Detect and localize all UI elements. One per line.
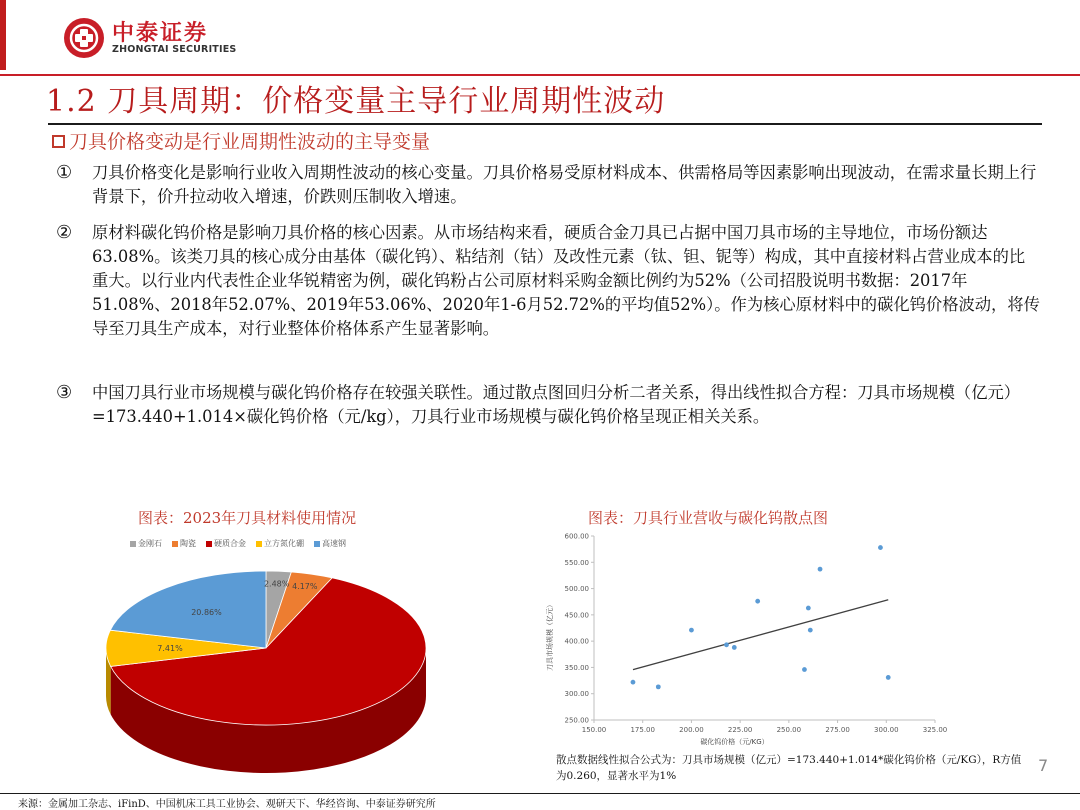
checkbox-square-icon: [52, 135, 65, 148]
pie-data-label: 20.86%: [191, 607, 222, 617]
pie-data-label: 7.41%: [157, 644, 183, 654]
legend-label: 高速钢: [322, 539, 346, 548]
scatter-point: [886, 675, 891, 680]
company-name-cn: 中泰证券: [112, 21, 209, 46]
regression-note: 散点数据线性拟合公式为：刀具市场规模（亿元）=173.440+1.014*碳化钨价格（元/KG），R方值为0.260，显著水平为1%: [556, 754, 1022, 782]
pie-data-label: 2.48%: [263, 579, 290, 589]
x-tick-label: 225.00: [727, 726, 753, 734]
legend-label: 金刚石: [138, 539, 162, 548]
y-axis-title: 刀具市场规模（亿元）: [546, 601, 554, 671]
scatter-point: [656, 684, 661, 689]
header-bar: [0, 0, 1080, 75]
y-tick-label: 500.00: [564, 585, 589, 594]
point-3: [56, 381, 1040, 429]
pie-chart-svg: [96, 530, 476, 790]
x-tick-label: 250.00: [776, 726, 802, 734]
x-tick-label: 325.00: [922, 726, 948, 734]
y-tick-label: 350.00: [564, 663, 589, 672]
scatter-point: [808, 628, 813, 633]
scatter-point: [724, 642, 729, 647]
scatter-point: [802, 667, 807, 672]
legend-label: 立方氮化硼: [264, 539, 304, 548]
section-heading: [52, 127, 430, 154]
x-tick-label: 275.00: [825, 726, 850, 734]
slide-title: 1.2 刀具周期：价格变量主导行业周期性波动: [46, 84, 666, 119]
company-name-en: ZHONGTAI SECURITIES: [112, 44, 237, 55]
source-footnote: 来源：金属加工杂志、iFinD、中国机床工具工业协会、观研天下、华经咨询、中泰证券研究所: [18, 799, 436, 810]
point-1-marker: ①: [56, 162, 73, 183]
zhongtai-logo-icon: [64, 18, 104, 58]
section-heading-text: 刀具价格变动是行业周期性波动的主导变量: [69, 131, 431, 153]
pie-chart-title: 图表：2023年刀具材料使用情况: [138, 509, 357, 527]
legend-label: 硬质合金: [214, 539, 246, 548]
x-tick-label: 300.00: [874, 726, 899, 734]
point-3-text: 中国刀具行业市场规模与碳化钨价格存在较强关联性。通过散点图回归分析二者关系，得出线性拟合方程：刀具市场规模（亿元）=173.440+1.014×碳化钨价格（元/kg），刀具行业市场规模与碳化钨价格呈现正相关关系。: [92, 383, 1021, 426]
y-tick-label: 600.00: [564, 532, 589, 541]
section-divider: [48, 123, 1042, 125]
pie-data-label: 4.17%: [292, 582, 318, 592]
scatter-point: [806, 606, 811, 611]
point-2-marker: ②: [56, 222, 73, 243]
y-tick-label: 400.00: [564, 637, 589, 646]
scatter-point: [755, 599, 760, 604]
point-2-text: 原材料碳化钨价格是影响刀具价格的核心因素。从市场结构来看，硬质合金刀具已占据中国刀具市场的主导地位，市场份额达63.08%。该类刀具的核心成分由基体（碳化钨）、粘结剂（钴）及改性元素（钛、钽、铌等）构成，其中直接材料占营业成本的比重大。以行业内代表性企业华锐精密为例，碳化钨粉占公司原材料采购金额比例约为52%（公司招股说明书数据：2017年51.08%、2018年52.07%、2019年53.06%、2020年1-6月52.72%的平均值52%）。作为核心原材料中的碳化钨价格波动，将传导至刀具生产成本，对行业整体价格体系产生显著影响。: [92, 223, 1040, 338]
pie-chart: [96, 530, 476, 790]
scatter-point: [631, 680, 636, 685]
page-number: 7: [1038, 756, 1049, 775]
scatter-chart-title: 图表：刀具行业营收与碳化钨散点图: [588, 509, 829, 527]
y-tick-label: 300.00: [564, 690, 589, 699]
y-tick-label: 550.00: [564, 558, 589, 567]
legend-label: 陶瓷: [180, 539, 196, 548]
y-tick-label: 250.00: [564, 716, 589, 725]
x-tick-label: 200.00: [679, 726, 704, 734]
x-tick-label: 175.00: [630, 726, 655, 734]
point-1: [56, 161, 1040, 209]
scatter-point: [689, 628, 694, 633]
y-tick-label: 450.00: [564, 611, 589, 620]
x-tick-label: 150.00: [581, 726, 607, 734]
point-2: [56, 221, 1040, 341]
x-axis-title: 碳化钨价格（元/KG）: [700, 738, 769, 746]
footer-divider: [0, 793, 1080, 794]
point-1-text: 刀具价格变化是影响行业收入周期性波动的核心变量。刀具价格易受原材料成本、供需格局等因素影响出现波动，在需求量长期上行背景下，价升拉动收入增速，价跌则压制收入增速。: [92, 163, 1037, 206]
scatter-point: [818, 567, 823, 572]
point-3-marker: ③: [56, 382, 73, 403]
scatter-point: [878, 545, 883, 550]
scatter-chart: [530, 528, 950, 750]
scatter-point: [732, 645, 737, 650]
scatter-chart-svg: [530, 528, 950, 750]
brand-accent-bar: [0, 0, 6, 70]
trendline: [633, 600, 888, 670]
